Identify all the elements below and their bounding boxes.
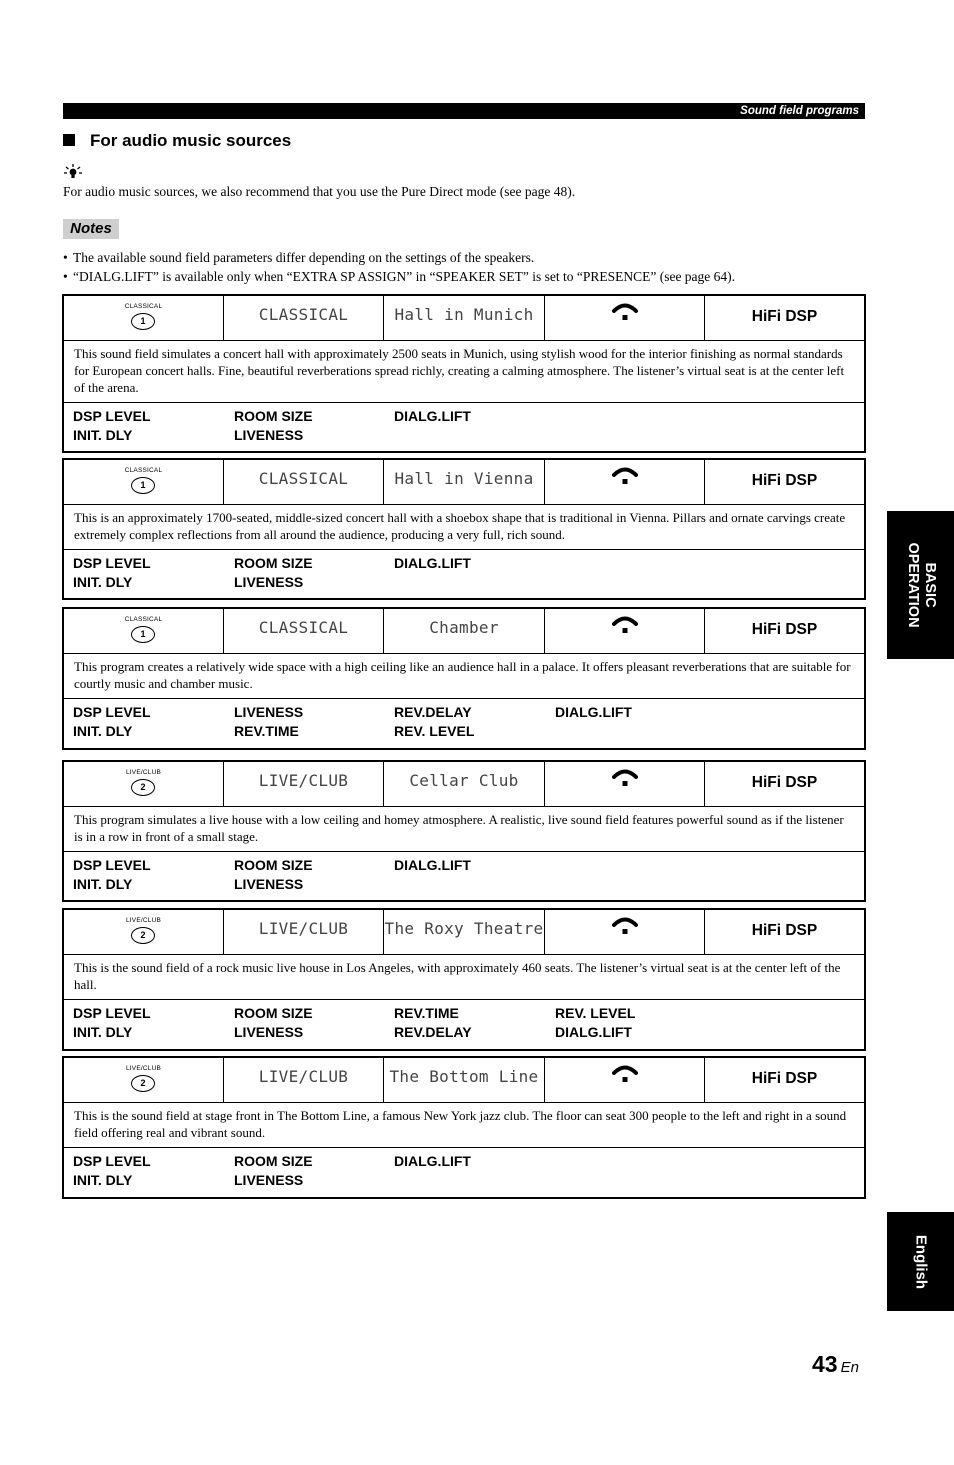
parameter-name: DIALG.LIFT — [394, 1153, 471, 1169]
program-description: This program simulates a live house with a low ceiling and homey atmosphere. A realistic, live sound field features powerful sound as if the listener is in a row in front of a small stage. — [64, 807, 864, 852]
program-card — [62, 1056, 866, 1199]
parameter-name: LIVENESS — [234, 426, 304, 443]
program-button-icon: 1 — [131, 477, 155, 494]
program-button-icon: 2 — [131, 779, 155, 796]
badge-cell — [705, 762, 864, 806]
input-button-cell — [64, 609, 224, 653]
program-display-cell — [384, 1058, 545, 1102]
hifi-dsp-badge: HiFi DSP — [751, 472, 818, 489]
badge-cell — [705, 609, 864, 653]
side-tab-label: BASIC — [921, 562, 938, 608]
input-button-cell — [64, 296, 224, 340]
program-display-cell — [384, 762, 545, 806]
button-label: CLASSICAL — [124, 467, 163, 474]
front-presence-speaker-icon — [612, 1063, 638, 1085]
badge-cell — [705, 910, 864, 954]
speaker-icon-cell — [545, 460, 705, 504]
program-header — [64, 1058, 864, 1103]
parameter-name: ROOM SIZE — [234, 1005, 313, 1021]
category-display: LIVE/CLUB — [258, 771, 349, 790]
parameter-name: LIVENESS — [234, 573, 304, 590]
button-label: LIVE/CLUB — [125, 769, 162, 776]
side-tab-english — [887, 1212, 954, 1311]
program-display-cell — [384, 609, 545, 653]
parameter-list — [64, 403, 864, 451]
speaker-icon-cell — [545, 762, 705, 806]
category-display: LIVE/CLUB — [258, 1067, 349, 1086]
side-tab-basic-operation — [887, 511, 954, 659]
category-display-cell — [224, 1058, 384, 1102]
lightbulb-tip-icon — [63, 163, 83, 179]
program-header — [64, 609, 864, 654]
parameter-name: REV.DELAY — [394, 1023, 472, 1040]
parameter-name: INIT. DLY — [73, 875, 133, 892]
badge-cell — [705, 1058, 864, 1102]
button-label: LIVE/CLUB — [125, 1065, 162, 1072]
parameter-name: REV. LEVEL — [555, 1005, 636, 1021]
category-display: LIVE/CLUB — [258, 919, 349, 938]
note-item: • The available sound field parameters differ depending on the settings of the speakers. — [63, 250, 535, 265]
parameter-list — [64, 550, 864, 598]
front-presence-speaker-icon — [612, 614, 638, 636]
speaker-icon-cell — [545, 296, 705, 340]
program-header — [64, 762, 864, 807]
front-presence-speaker-icon — [612, 767, 638, 789]
program-display-cell — [384, 910, 545, 954]
parameter-name: DIALG.LIFT — [394, 555, 471, 571]
program-name-display: The Bottom Line — [389, 1067, 539, 1086]
program-description: This program creates a relatively wide space with a high ceiling like an audience hall in a palace. It offers pleasant reverberations that are suitable for courtly music and chamber music. — [64, 654, 864, 699]
parameter-name: DIALG.LIFT — [555, 704, 632, 720]
program-header — [64, 460, 864, 505]
program-name-display: Hall in Vienna — [394, 469, 534, 488]
category-display-cell — [224, 296, 384, 340]
parameter-name: INIT. DLY — [73, 426, 133, 443]
input-button-cell — [64, 910, 224, 954]
parameter-name: DSP LEVEL — [73, 1005, 151, 1021]
parameter-name: DSP LEVEL — [73, 408, 151, 424]
hifi-dsp-badge: HiFi DSP — [751, 774, 818, 791]
side-tab-label: OPERATION — [904, 542, 921, 628]
input-button-cell — [64, 1058, 224, 1102]
hifi-dsp-badge: HiFi DSP — [751, 922, 818, 939]
parameter-name: REV. LEVEL — [394, 722, 475, 739]
parameter-name: ROOM SIZE — [234, 857, 313, 873]
program-button-icon: 2 — [131, 1075, 155, 1092]
program-name-display: Hall in Munich — [394, 305, 534, 324]
program-header — [64, 910, 864, 955]
program-name-display: Chamber — [429, 618, 499, 637]
parameter-name: LIVENESS — [234, 1023, 304, 1040]
front-presence-speaker-icon — [612, 301, 638, 323]
parameter-list — [64, 699, 864, 748]
notes-label: Notes — [63, 219, 119, 239]
program-card — [62, 458, 866, 600]
category-display-cell — [224, 762, 384, 806]
program-card — [62, 294, 866, 453]
parameter-name: INIT. DLY — [73, 1023, 133, 1040]
front-presence-speaker-icon — [612, 465, 638, 487]
button-label: CLASSICAL — [124, 303, 163, 310]
parameter-list — [64, 1000, 864, 1049]
hifi-dsp-badge: HiFi DSP — [751, 308, 818, 325]
button-label: LIVE/CLUB — [125, 917, 162, 924]
parameter-name: DIALG.LIFT — [394, 408, 471, 424]
page-number: 43 En — [812, 1351, 859, 1377]
section-heading — [63, 131, 291, 151]
parameter-name: DSP LEVEL — [73, 857, 151, 873]
parameter-name: ROOM SIZE — [234, 555, 313, 571]
speaker-icon-cell — [545, 910, 705, 954]
input-button-cell — [64, 460, 224, 504]
category-display: CLASSICAL — [258, 305, 349, 324]
parameter-name: DIALG.LIFT — [555, 1023, 632, 1040]
parameter-name: REV.TIME — [234, 722, 299, 739]
parameter-list — [64, 1148, 864, 1197]
note-item: • “DIALG.LIFT” is available only when “EXTRA SP ASSIGN” in “SPEAKER SET” is set to “PRESENCE” (see page 64). — [63, 269, 736, 284]
parameter-name: REV.TIME — [394, 1005, 459, 1021]
parameter-name: ROOM SIZE — [234, 1153, 313, 1169]
program-name-display: The Roxy Theatre — [384, 919, 544, 938]
parameter-list — [64, 852, 864, 900]
hifi-dsp-badge: HiFi DSP — [751, 621, 818, 638]
parameter-name: INIT. DLY — [73, 573, 133, 590]
square-bullet-icon — [63, 134, 75, 146]
program-card — [62, 760, 866, 902]
speaker-icon-cell — [545, 1058, 705, 1102]
section-title: For audio music sources — [90, 131, 292, 150]
program-button-icon: 1 — [131, 313, 155, 330]
program-button-icon: 2 — [131, 927, 155, 944]
parameter-name: DSP LEVEL — [73, 704, 151, 720]
badge-cell — [705, 296, 864, 340]
parameter-name: INIT. DLY — [73, 722, 133, 739]
badge-cell — [705, 460, 864, 504]
program-name-display: Cellar Club — [409, 771, 519, 790]
parameter-name: DIALG.LIFT — [394, 857, 471, 873]
program-card — [62, 607, 866, 750]
parameter-name: ROOM SIZE — [234, 408, 313, 424]
button-label: CLASSICAL — [124, 616, 163, 623]
side-tab-label: English — [912, 1234, 929, 1289]
tip-text: For audio music sources, we also recommend that you use the Pure Direct mode (see page 48). — [63, 184, 576, 199]
category-display-cell — [224, 910, 384, 954]
program-card — [62, 908, 866, 1051]
parameter-name: DSP LEVEL — [73, 555, 151, 571]
running-header: Sound field programs — [63, 103, 865, 119]
category-display-cell — [224, 609, 384, 653]
program-header — [64, 296, 864, 341]
program-description: This is the sound field at stage front in The Bottom Line, a famous New York jazz club. The floor can seat 300 people to the left and right in a sound field offering real and vibrant sound. — [64, 1103, 864, 1148]
parameter-name: REV.DELAY — [394, 704, 472, 720]
category-display-cell — [224, 460, 384, 504]
parameter-name: DSP LEVEL — [73, 1153, 151, 1169]
program-description: This sound field simulates a concert hall with approximately 2500 seats in Munich, using stylish wood for the interior finishing as normal standards for European concert halls. Fine, beautiful reverberations spread richly, creating a calming atmosphere. The listener’s virtual seat is at the center left of the arena. — [64, 341, 864, 403]
hifi-dsp-badge: HiFi DSP — [751, 1070, 818, 1087]
parameter-name: LIVENESS — [234, 1171, 304, 1188]
parameter-name: LIVENESS — [234, 875, 304, 892]
speaker-icon-cell — [545, 609, 705, 653]
parameter-name: INIT. DLY — [73, 1171, 133, 1188]
program-display-cell — [384, 296, 545, 340]
program-description: This is an approximately 1700-seated, middle-sized concert hall with a shoebox shape that is traditional in Vienna. Pillars and ornate carvings create extremely complex reflections from all around the audience, producing a very full, rich sound. — [64, 505, 864, 550]
program-button-icon: 1 — [131, 626, 155, 643]
program-description: This is the sound field of a rock music live house in Los Angeles, with approximately 460 seats. The listener’s virtual seat is at the center left of the hall. — [64, 955, 864, 1000]
program-display-cell — [384, 460, 545, 504]
front-presence-speaker-icon — [612, 915, 638, 937]
category-display: CLASSICAL — [258, 469, 349, 488]
parameter-name: LIVENESS — [234, 704, 304, 720]
category-display: CLASSICAL — [258, 618, 349, 637]
input-button-cell — [64, 762, 224, 806]
